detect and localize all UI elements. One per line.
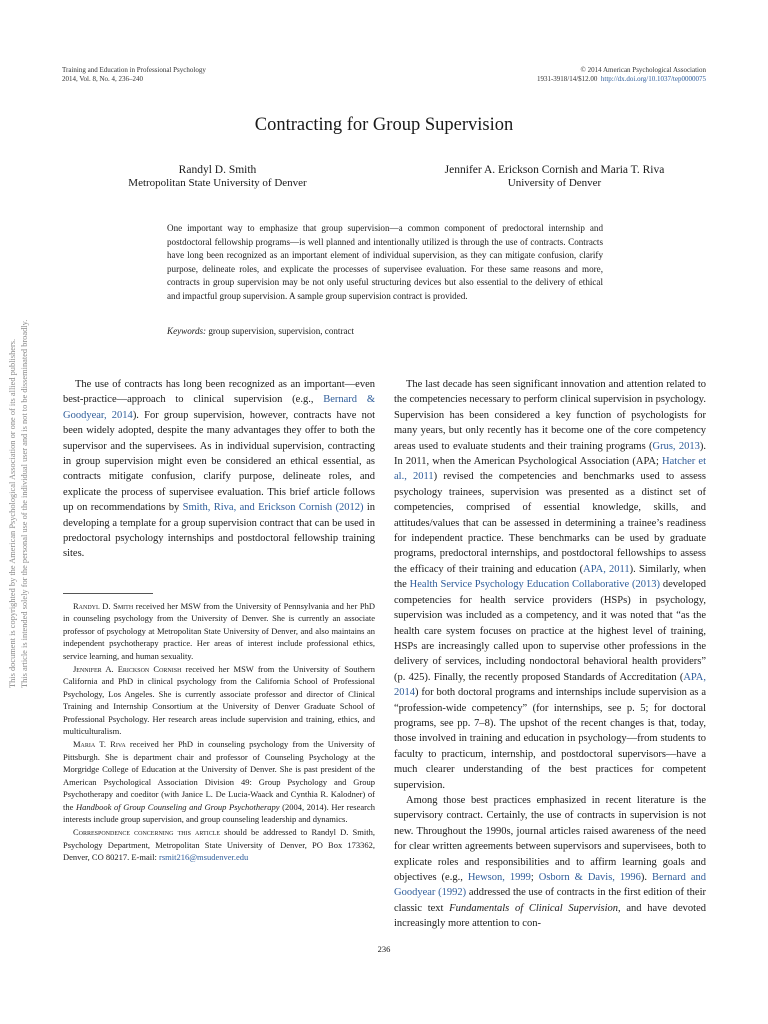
text-run: ). In 2011, when the American Psychological Association (APA; bbox=[394, 440, 706, 468]
paragraph bbox=[394, 793, 706, 932]
book-title: Handbook of Group Counseling and Group Psychotherapy bbox=[76, 801, 280, 812]
author-name: Randyl D. Smith bbox=[178, 164, 257, 176]
citation-link[interactable]: Bernard & Goodyear, 2014 bbox=[63, 394, 375, 421]
text-run: ) revised the competencies and benchmarks used to assess psychology trainees, supervision was presented as a distinct set of competencies, comprised of essential knowledge, skills, and attitudes/values that can be assessed in determining a trainee’s readiness for independent practice. These benchmarks can be used by graduate programs, predoctoral internships, and postdoctoral fellowships to assess the efficacy of their training and education ( bbox=[394, 471, 706, 575]
body-right-column bbox=[394, 377, 706, 932]
author-affiliation: Metropolitan State University of Denver bbox=[128, 177, 307, 189]
paragraph bbox=[394, 377, 706, 793]
keywords bbox=[167, 325, 603, 338]
journal-name: Training and Education in Professional Psychology bbox=[62, 66, 206, 74]
citation-link[interactable]: Hatcher et al., 2011 bbox=[394, 456, 706, 483]
text-run: ) for both doctoral programs and internships include supervision as a “profession-wide competency” (for internships, see p. 5; for doctoral programs, see pp. 7–8). The upshot of the recent changes is that, today, those involved in training and education in psychology—from students to faculty to practicum, internship, and postdoctoral supervisors—have a much clearer understanding of the best practices for competent supervision. bbox=[394, 687, 706, 791]
text-run: developed competencies for health service providers (HSPs) in psychology, supervision was included as a competency, and it was noted that “as the health care system focuses on practice at the highest level of training, HSPs are increasingly called upon to supervise other professions in the delivery of services, including nondoctoral behavioral health providers” (p. 425). Finally, the recently proposed Standards of Accreditation ( bbox=[394, 579, 706, 683]
citation-link[interactable]: Hewson, 1999 bbox=[467, 872, 531, 883]
author-note bbox=[63, 600, 375, 662]
author-note bbox=[63, 738, 375, 825]
copyright-notice-2: This article is intended solely for the personal use of the individual user and is not to be disseminated broadly. bbox=[20, 319, 29, 688]
body-left-column bbox=[63, 377, 375, 562]
keywords-label: Keywords: bbox=[167, 326, 207, 336]
paragraph bbox=[63, 377, 375, 562]
text-run: ). For group supervision, however, contracts have not been widely adopted, despite the many advantages they offer to both the supervisor and the supervisees. As in individual supervision, contracting in group supervision might even be considered an ethical essential, as contracts mitigate confusion, clarify purpose, delineate roles, and explicate the process of supervisee evaluation. This brief article follows up on recommendations by bbox=[63, 409, 375, 514]
text-run: ). bbox=[640, 872, 653, 883]
citation-link[interactable]: Smith, Riva, and Erickson Cornish (2012) bbox=[182, 502, 364, 514]
note-author: Jennifer A. Erickson Cornish bbox=[73, 664, 182, 675]
article-title: Contracting for Group Supervision bbox=[254, 115, 514, 135]
author-note bbox=[63, 663, 375, 737]
note-author: Randyl D. Smith bbox=[73, 601, 134, 611]
correspondence-note bbox=[63, 826, 375, 863]
text-run: addressed the use of contracts in the first edition of their classic text bbox=[394, 887, 706, 914]
book-title: Fundamentals of Clinical Supervision bbox=[449, 902, 618, 914]
copyright-line: © 2014 American Psychological Association bbox=[580, 66, 706, 74]
note-label: Correspondence concerning this article bbox=[73, 827, 221, 838]
author-name: Jennifer A. Erickson Cornish and Maria T. Riva bbox=[444, 164, 665, 176]
text-run: , and have devoted increasingly more attention to con- bbox=[394, 902, 706, 930]
keywords-text: group supervision, supervision, contract bbox=[208, 326, 355, 336]
doi-link[interactable]: http://dx.doi.org/10.1037/tep0000075 bbox=[600, 75, 706, 83]
author-block-1 bbox=[100, 164, 335, 190]
text-run: The use of contracts has long been recognized as an important—even best-practice—approach to clinical supervision (e.g., bbox=[63, 379, 375, 406]
note-author: Maria T. Riva bbox=[73, 739, 126, 750]
text-run: in developing a template for a group supervision contract that can be used in predoctoral psychology internships and postdoctoral fellowship training sites. bbox=[63, 502, 375, 560]
footnote-divider bbox=[63, 593, 153, 594]
text-run: ; bbox=[530, 872, 539, 883]
citation-link[interactable]: APA, 2014 bbox=[394, 671, 706, 699]
author-block-2 bbox=[392, 164, 717, 190]
text-run: received her MSW from the University of Southern California and PhD in clinical psychology from the California School of Professional Psychology, Los Angeles. She is currently associate professor and director of Clinical Training and Internship Consortium at the University of Denver Graduate School of Professional Psychology. Her research areas include supervision and training, ethics, and multiculturalism. bbox=[63, 664, 375, 737]
text-run: received her MSW from the University of Pennsylvania and her PhD in counseling psychology from the University of Denver. She is currently an associate professor of psychology at Metropolitan State University of Denver, and also maintains an independent psychotherapy practice. Her areas of interest include professional ethics, service learning, and human sexuality. bbox=[63, 601, 375, 661]
citation-link[interactable]: Grus, 2013 bbox=[652, 440, 700, 452]
text-run: Among those best practices emphasized in recent literature is the supervisory contract. Certainly, the use of contracts in supervision is not new. Throughout the 1990s, journal articles raised awareness of the need for clear written agreements between supervisors and supervisees, both to explicate roles and responsibilities and to affirm learning goals and objectives (e.g., bbox=[394, 794, 706, 883]
page-number: 236 bbox=[377, 944, 391, 954]
email-link[interactable]: rsmit216@msudenver.edu bbox=[158, 852, 249, 863]
issn: 1931-3918/14/$12.00 bbox=[536, 75, 598, 83]
citation-link[interactable]: APA, 2011 bbox=[583, 563, 630, 575]
text-run: ). Similarly, when the bbox=[394, 563, 707, 591]
journal-volume: 2014, Vol. 8, No. 4, 236–240 bbox=[62, 75, 144, 83]
text-run: received her PhD in counseling psychology from the University of Pittsburgh. She is department chair and professor of Counseling Psychology at the Morgridge College of Education at the University of Denver. She is past president of the American Psychological Association Division 49: Group Psychology and Group Psychotherapy and coeditor (with Janice L. De Lucia-Waack and Cynthia R. Kalodner) of the bbox=[63, 739, 375, 812]
issn-doi-line bbox=[537, 75, 706, 84]
copyright-notice-1: This document is copyrighted by the American Psychological Association or one of its allied publishers. bbox=[8, 338, 17, 688]
abstract: One important way to emphasize that group supervision—a common component of predoctoral internship and postdoctoral fellowship programs—is well planned and intentionally utilized is through the use of contracts. Contracts have long been recognized as an important element of individual supervision, as they can mitigate confusion, clarify purpose, delineate roles, and explicate the processes of supervisee evaluation. For these same reasons and more, contracts in group supervision may be not only useful structuring devices but also essential to the delivery of ethical and impactful group supervision. A sample group supervision contract is provided. bbox=[167, 223, 603, 301]
citation-link[interactable]: Osborn & Davis, 1996 bbox=[538, 872, 641, 883]
text-run: should be addressed to Randyl D. Smith, Psychology Department, Metropolitan State University of Denver, PO Box 173362, Denver, CO 80217. E-mail: bbox=[63, 827, 375, 863]
text-run: The last decade has seen significant innovation and attention related to the competencies necessary to perform clinical supervision in psychology. Supervision has been considered a key function of psychologists for many years, but only recently has it become one of the core competency areas used to evaluate students and their training programs ( bbox=[394, 379, 706, 452]
journal-citation bbox=[62, 66, 206, 84]
citation-link[interactable]: Bernard and Goodyear (1992) bbox=[394, 872, 706, 899]
author-affiliation: University of Denver bbox=[507, 177, 602, 189]
citation-link[interactable]: Health Service Psychology Education Collaborative (2013) bbox=[409, 579, 661, 591]
text-run: (2004, 2014). Her research interests include group supervision, and group counseling leadership and dynamics. bbox=[63, 801, 375, 824]
author-notes bbox=[63, 600, 375, 865]
publisher-info bbox=[537, 66, 706, 84]
